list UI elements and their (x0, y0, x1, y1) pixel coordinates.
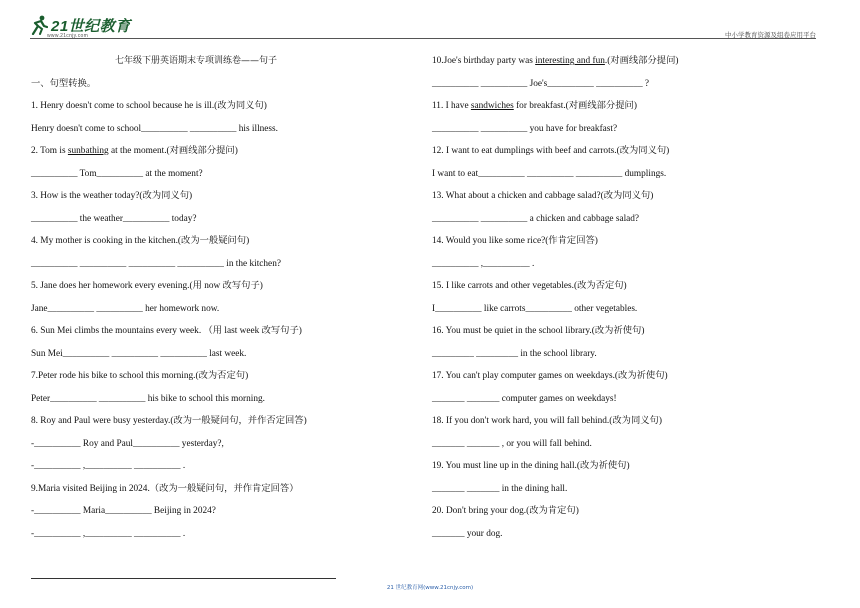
footer-text: 21 世纪教育网(www.21cnjy.com) (386, 585, 474, 591)
runner-logo-icon (30, 15, 48, 35)
left-column (31, 50, 421, 545)
exercise-line (432, 95, 832, 118)
line-text: 2. Tom is (31, 146, 68, 156)
exercise-line: 20. Don't bring your dog.(改为肯定句) (432, 506, 579, 516)
exercise-line: 5. Jane does her homework every evening.(用 now 改写句子) (31, 281, 263, 291)
exercise-line: 17. You can't play computer games on weekdays.(改为祈使句) (432, 371, 668, 381)
exercise-line: 4. My mother is cooking in the kitchen.(改为一般疑问句) (31, 236, 250, 246)
exercise-line: 15. I like carrots and other vegetables.(改为否定句) (432, 281, 627, 291)
exercise-line: 14. Would you like some rice?(作肯定回答) (432, 236, 598, 246)
exercise-line: I want to eat__________ __________ __________ dumplings. (432, 168, 667, 179)
right-column (432, 50, 832, 545)
underlined-phrase: interesting and fun (535, 56, 605, 66)
exercise-line: __________ __________ you have for breakfast? (432, 123, 618, 134)
logo-url: www.21cnjy.com (47, 33, 89, 39)
logo-text: 21世纪教育 (51, 17, 131, 35)
exercise-line: Peter__________ __________ his bike to school this morning. (31, 393, 265, 404)
underlined-phrase: sunbathing (67, 146, 109, 156)
exercise-line: I__________ like carrots__________ other vegetables. (432, 303, 638, 314)
footer-divider (31, 578, 336, 579)
exercise-line: 13. What about a chicken and cabbage salad?(改为同义句) (432, 191, 654, 201)
exercise-line: _______ _______ in the dining hall. (432, 483, 568, 494)
exercise-line: Henry doesn't come to school__________ __________ his illness. (31, 123, 278, 134)
exercise-line: _______ your dog. (432, 528, 503, 539)
exercise-line: -__________ Roy and Paul__________ yesterday?, (31, 438, 224, 449)
line-text: .(对画线部分提问) (604, 56, 679, 66)
exercise-line: 9.Maria visited Beijing in 2024.（改为一般疑问句，并作肯定回答） (31, 483, 299, 494)
exercise-line: 18. If you don't work hard, you will fall behind.(改为同义句) (432, 416, 662, 426)
exercise-line: Jane__________ __________ her homework now. (31, 303, 220, 314)
exercise-line (432, 50, 832, 73)
exercise-line: 1. Henry doesn't come to school because he is ill.(改为同义句) (31, 101, 267, 111)
document-title: 七年级下册英语期末专项训练卷——句子 (114, 56, 277, 66)
line-text: at the moment.(对画线部分提问) (108, 146, 238, 156)
exercise-line: 19. You must line up in the dining hall.(改为祈使句) (432, 461, 630, 471)
exercise-line: _________ _________ in the school library. (432, 348, 597, 359)
section-heading: 一、句型转换。 (31, 78, 97, 89)
exercise-line: __________ the weather__________ today? (31, 213, 197, 224)
exercise-line: -__________ Maria__________ Beijing in 2024? (31, 506, 216, 516)
line-text: 11. I have (432, 101, 471, 111)
exercise-line: __________ __________ a chicken and cabbage salad? (432, 213, 640, 224)
exercise-line: 16. You must be quiet in the school library.(改为祈使句) (432, 326, 645, 336)
exercise-line: __________ __________ __________ __________ in the kitchen? (31, 258, 281, 269)
header-platform-text: 中小学教育资源及组卷应用平台 (725, 31, 816, 39)
exercise-line: __________ __________ Joe's__________ __________ ? (432, 78, 650, 89)
exercise-line: 12. I want to eat dumplings with beef and carrots.(改为同义句) (432, 146, 670, 156)
exercise-line: 6. Sun Mei climbs the mountains every week. （用 last week 改写句子) (31, 326, 302, 336)
exercise-line: __________ Tom__________ at the moment? (31, 168, 203, 179)
exercise-line: _______ _______ , or you will fall behind. (432, 438, 592, 449)
line-text: for breakfast.(对画线部分提问) (513, 101, 637, 111)
exercise-line: _______ _______ computer games on weekdays! (432, 393, 617, 404)
underlined-phrase: sandwiches (470, 101, 514, 111)
exercise-line: -__________ ,__________ __________ . (31, 461, 186, 471)
page-header (0, 0, 860, 42)
exercise-line: Sun Mei__________ __________ __________ last week. (31, 348, 247, 359)
exercise-line: 8. Roy and Paul were busy yesterday.(改为一般疑问句，并作否定回答) (31, 416, 307, 426)
exercise-line: 3. How is the weather today?(改为同义句) (31, 191, 193, 201)
exercise-line: -__________ ,__________ __________ . (31, 528, 186, 539)
line-text: 10.Joe's birthday party was (432, 56, 536, 66)
exercise-line: __________ ,__________ . (432, 258, 535, 269)
exercise-line: 7.Peter rode his bike to school this morning.(改为否定句) (31, 371, 249, 381)
header-divider (30, 38, 816, 39)
exercise-line (31, 140, 421, 163)
